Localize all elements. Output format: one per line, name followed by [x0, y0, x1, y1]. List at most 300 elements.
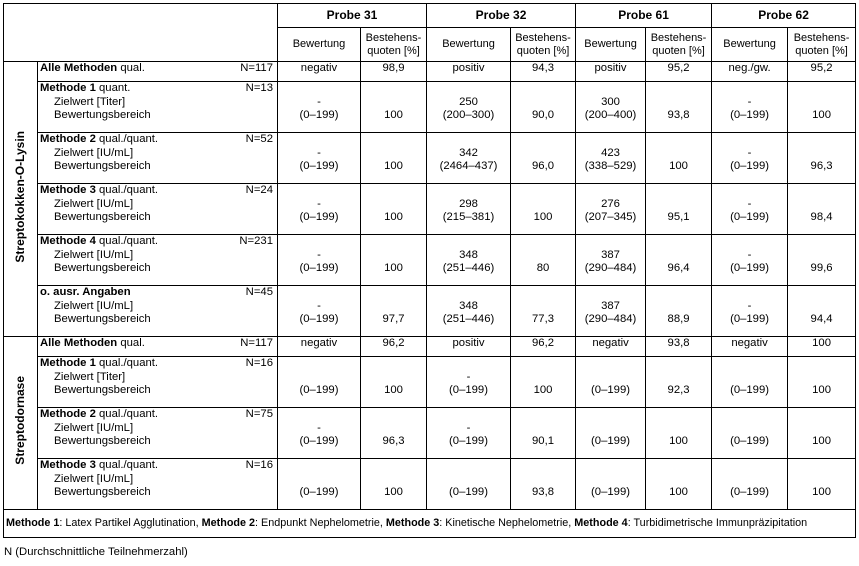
cell-value: [364, 286, 423, 300]
row-sublabel: Zielwert [IU/mL]: [54, 146, 134, 159]
table-row: [4, 357, 856, 408]
cell-value: [281, 133, 357, 147]
row-sublabel: Bewertungsbereich: [54, 109, 151, 121]
quote-cell: [788, 408, 856, 459]
method-name: Methode 1: [40, 82, 96, 94]
bewertung-cell: [712, 133, 788, 184]
cell-value: [649, 147, 708, 161]
cell-value: 88,9: [667, 313, 690, 325]
quote-cell: [511, 286, 576, 337]
participant-count: N=117: [240, 337, 273, 349]
legend-method: Methode 1: [6, 516, 60, 529]
row-sublabel: Zielwert [Titer]: [54, 95, 126, 108]
cell-value: 93,8: [667, 337, 690, 349]
cell-value: (290–484): [584, 262, 637, 274]
cell-value: [791, 371, 852, 385]
group-label-text: Streptodornase: [12, 376, 27, 466]
cell-value: [514, 459, 572, 473]
cell-value: (0–199): [591, 486, 630, 498]
cell-value: [430, 459, 507, 473]
bewertung-cell: [427, 357, 511, 408]
row-sublabel: Zielwert [IU/mL]: [54, 197, 134, 210]
cell-value: 100: [384, 384, 403, 396]
row-sublabel: Bewertungsbereich: [54, 384, 151, 396]
quote-header-line: quoten [%]: [367, 44, 420, 57]
quote-cell: [646, 337, 712, 357]
method-type: qual./quant.: [95, 459, 159, 471]
cell-value: (215–381): [442, 211, 495, 223]
cell-value: -: [747, 299, 752, 312]
cell-value: positiv: [594, 62, 627, 74]
cell-value: [715, 184, 784, 198]
cell-value: [364, 184, 423, 198]
cell-value: 100: [812, 384, 831, 396]
method-type: qual./quant.: [95, 357, 159, 369]
bewertung-cell: [427, 133, 511, 184]
method-type: qual./quant.: [95, 408, 159, 420]
cell-value: negativ: [731, 337, 768, 349]
method-type: quant.: [95, 82, 131, 94]
bewertung-cell: [278, 184, 361, 235]
cell-value: [281, 184, 357, 198]
legend-description: : Latex Partikel Agglutination,: [59, 516, 202, 529]
row-sublabel: Bewertungsbereich: [54, 435, 151, 447]
cell-value: (207–345): [584, 211, 637, 223]
cell-value: [791, 82, 852, 96]
cell-value: [791, 249, 852, 263]
cell-value: negativ: [300, 337, 338, 349]
results-table: [3, 3, 856, 538]
cell-value: 99,6: [810, 262, 833, 274]
cell-value: [649, 357, 708, 371]
quote-cell: [361, 459, 427, 510]
cell-value: -: [317, 146, 321, 159]
quote-cell: [788, 133, 856, 184]
cell-value: [430, 408, 507, 422]
method-cell: [38, 235, 278, 286]
cell-value: 95,2: [810, 62, 833, 74]
method-name: Methode 4: [40, 235, 96, 247]
bewertung-header: Bewertung: [576, 28, 646, 62]
cell-value: 100: [669, 486, 688, 498]
cell-value: 77,3: [532, 313, 555, 325]
cell-value: [791, 147, 852, 161]
row-sublabel: Bewertungsbereich: [54, 262, 151, 274]
cell-value: [579, 473, 642, 487]
method-name: o. ausr. Angaben: [40, 286, 131, 298]
quote-cell: [646, 286, 712, 337]
cell-value: (0–199): [449, 384, 488, 396]
quote-cell: [511, 337, 576, 357]
legend-method: Methode 4: [574, 516, 628, 529]
cell-value: 90,0: [532, 109, 555, 121]
cell-value: [791, 96, 852, 110]
cell-value: [364, 147, 423, 161]
cell-value: (0–199): [299, 262, 339, 274]
quote-cell: [511, 62, 576, 82]
cell-value: -: [317, 421, 321, 434]
method-cell: [38, 408, 278, 459]
cell-value: [364, 408, 423, 422]
legend-method: Methode 3: [385, 516, 440, 529]
cell-value: (0–199): [730, 211, 770, 223]
bewertung-cell: [427, 337, 511, 357]
bewertung-cell: [576, 357, 646, 408]
cell-value: [364, 235, 423, 249]
table-row: [4, 408, 856, 459]
cell-value: -: [747, 197, 752, 210]
quote-cell: [511, 184, 576, 235]
quote-cell: [361, 133, 427, 184]
cell-value: (251–446): [442, 262, 495, 274]
cell-value: [579, 133, 642, 147]
bewertung-cell: [712, 337, 788, 357]
cell-value: [715, 82, 784, 96]
cell-value: 80: [536, 262, 550, 274]
cell-value: (0–199): [299, 384, 339, 396]
cell-value: (0–199): [730, 262, 770, 274]
bewertung-cell: [427, 408, 511, 459]
table-row: [4, 133, 856, 184]
cell-value: [715, 286, 784, 300]
quote-cell: [788, 235, 856, 286]
cell-value: (2464–437): [439, 160, 498, 172]
quote-cell: [646, 408, 712, 459]
row-sublabel: Zielwert [IU/mL]: [54, 248, 134, 261]
cell-value: [514, 198, 572, 212]
legend-description: : Endpunkt Nephelometrie,: [255, 516, 386, 529]
bewertung-header: Bewertung: [427, 28, 511, 62]
bewertung-cell: [576, 235, 646, 286]
cell-value: 98,9: [382, 62, 405, 74]
cell-value: -: [317, 197, 321, 210]
cell-value: -: [317, 248, 321, 261]
cell-value: [791, 473, 852, 487]
quote-header-line: Bestehens-: [365, 32, 422, 44]
bewertung-cell: [576, 82, 646, 133]
cell-value: 300: [601, 95, 620, 108]
cell-value: [579, 82, 642, 96]
quote-cell: [788, 357, 856, 408]
cell-value: negativ: [300, 62, 338, 74]
cell-value: 100: [812, 337, 831, 349]
cell-value: [791, 286, 852, 300]
cell-value: 94,3: [532, 62, 555, 74]
cell-value: neg./gw.: [728, 62, 771, 74]
bewertung-cell: [278, 82, 361, 133]
method-cell: [38, 82, 278, 133]
quote-cell: [361, 408, 427, 459]
bewertung-header: Bewertung: [278, 28, 361, 62]
bewertung-cell: [576, 62, 646, 82]
cell-value: (290–484): [584, 313, 637, 325]
cell-value: [281, 286, 357, 300]
cell-value: [430, 357, 507, 371]
cell-value: 98,4: [810, 211, 833, 223]
bewertung-cell: [278, 357, 361, 408]
cell-value: [715, 473, 784, 487]
cell-value: [791, 235, 852, 249]
cell-value: [281, 357, 357, 371]
table-row: [4, 184, 856, 235]
cell-value: (0–199): [299, 211, 339, 223]
quote-cell: [361, 286, 427, 337]
cell-value: positiv: [452, 337, 485, 349]
cell-value: 100: [812, 435, 831, 447]
cell-value: [514, 184, 572, 198]
table-row: [4, 62, 856, 82]
cell-value: [430, 473, 507, 487]
bewertung-cell: [278, 133, 361, 184]
cell-value: -: [317, 299, 321, 312]
cell-value: (0–199): [591, 384, 630, 396]
method-name: Methode 2: [40, 133, 96, 145]
cell-value: [430, 286, 507, 300]
cell-value: [649, 82, 708, 96]
bewertung-header: Bewertung: [712, 28, 788, 62]
cell-value: [715, 422, 784, 436]
cell-value: 90,1: [532, 435, 555, 447]
cell-value: 96,0: [532, 160, 555, 172]
cell-value: positiv: [452, 62, 485, 74]
cell-value: 92,3: [667, 384, 690, 396]
cell-value: (200–300): [442, 109, 495, 121]
quote-cell: [511, 408, 576, 459]
cell-value: -: [466, 421, 471, 434]
cell-value: 250: [459, 95, 478, 108]
participant-count: N=52: [245, 133, 273, 145]
cell-value: 100: [669, 435, 688, 447]
cell-value: [791, 408, 852, 422]
cell-value: (0–199): [449, 486, 488, 498]
cell-value: [364, 133, 423, 147]
quote-cell: [646, 133, 712, 184]
cell-value: [364, 357, 423, 371]
bewertung-cell: [576, 459, 646, 510]
cell-value: 423: [601, 146, 620, 159]
quote-cell: [788, 184, 856, 235]
row-sublabel: Zielwert [Titer]: [54, 370, 126, 383]
bewertung-cell: [712, 235, 788, 286]
quote-cell: [511, 82, 576, 133]
cell-value: (0–199): [591, 435, 630, 447]
cell-value: [715, 459, 784, 473]
cell-value: 298: [459, 197, 478, 210]
cell-value: [514, 473, 572, 487]
table-row: [4, 82, 856, 133]
cell-value: [514, 235, 572, 249]
probe-header: Probe 62: [712, 4, 856, 28]
method-cell: [38, 337, 278, 357]
table-row: [4, 286, 856, 337]
cell-value: [649, 473, 708, 487]
quote-header: [788, 28, 856, 62]
method-cell: [38, 357, 278, 408]
cell-value: [791, 422, 852, 436]
quote-header-line: Bestehens-: [515, 32, 571, 44]
quote-header: [361, 28, 427, 62]
quote-header-line: Bestehens-: [650, 32, 707, 44]
quote-header-line: quoten [%]: [652, 44, 705, 57]
cell-value: -: [747, 95, 752, 108]
cell-value: 94,4: [810, 313, 833, 325]
cell-value: [281, 82, 357, 96]
cell-value: [649, 422, 708, 436]
cell-value: [791, 198, 852, 212]
participant-count: N=24: [245, 184, 273, 196]
quote-cell: [646, 235, 712, 286]
method-name: Methode 3: [40, 459, 96, 471]
cell-value: (251–446): [442, 313, 495, 325]
cell-value: [364, 371, 423, 385]
cell-value: (0–199): [299, 160, 339, 172]
cell-value: 100: [384, 262, 403, 274]
row-sublabel: Zielwert [IU/mL]: [54, 421, 134, 434]
cell-value: [791, 459, 852, 473]
participant-count: N=231: [239, 235, 273, 247]
cell-value: [514, 422, 572, 436]
table-row: [4, 337, 856, 357]
row-sublabel: Zielwert [IU/mL]: [54, 472, 134, 485]
quote-cell: [361, 184, 427, 235]
cell-value: 93,8: [667, 109, 690, 121]
cell-value: [514, 300, 572, 314]
cell-value: (0–199): [730, 384, 770, 396]
group-label: [4, 337, 38, 510]
row-sublabel: Zielwert [IU/mL]: [54, 299, 134, 312]
cell-value: (0–199): [730, 160, 770, 172]
cell-value: negativ: [592, 337, 629, 349]
cell-value: 100: [384, 109, 403, 121]
cell-value: [579, 408, 642, 422]
cell-value: [514, 408, 572, 422]
cell-value: 96,2: [382, 337, 405, 349]
quote-header-line: Bestehens-: [793, 32, 850, 44]
cell-value: [364, 300, 423, 314]
cell-value: [364, 82, 423, 96]
cell-value: 100: [533, 384, 553, 396]
cell-value: [514, 286, 572, 300]
bewertung-cell: [712, 184, 788, 235]
cell-value: [281, 371, 357, 385]
cell-value: 97,7: [382, 313, 405, 325]
bewertung-cell: [712, 82, 788, 133]
bewertung-cell: [427, 235, 511, 286]
bewertung-cell: [576, 184, 646, 235]
footnote: N (Durchschnittliche Teilnehmerzahl): [4, 546, 188, 558]
cell-value: [649, 408, 708, 422]
quote-cell: [788, 286, 856, 337]
probe-header: Probe 61: [576, 4, 712, 28]
cell-value: [579, 286, 642, 300]
cell-value: (0–199): [730, 435, 770, 447]
cell-value: (0–199): [299, 435, 339, 447]
participant-count: N=45: [245, 286, 273, 298]
method-cell: [38, 286, 278, 337]
cell-value: [281, 473, 357, 487]
bewertung-cell: [278, 235, 361, 286]
cell-value: [791, 357, 852, 371]
cell-value: [514, 249, 572, 263]
quote-header: [511, 28, 576, 62]
cell-value: -: [466, 370, 471, 383]
participant-count: N=117: [240, 62, 273, 74]
cell-value: (200–400): [584, 109, 637, 121]
method-type: qual./quant.: [95, 235, 159, 247]
quote-header: [646, 28, 712, 62]
participant-count: N=16: [245, 357, 273, 369]
bewertung-cell: [427, 62, 511, 82]
method-name: Methode 3: [40, 184, 96, 196]
participant-count: N=13: [245, 82, 273, 94]
legend-description: : Turbidimetrische Immunpräzipitation: [627, 516, 808, 529]
cell-value: [430, 82, 507, 96]
table-row: [4, 235, 856, 286]
bewertung-cell: [712, 459, 788, 510]
bewertung-cell: [712, 357, 788, 408]
cell-value: [514, 357, 572, 371]
method-type: qual./quant.: [95, 184, 159, 196]
cell-value: -: [747, 248, 752, 261]
bewertung-cell: [278, 337, 361, 357]
cell-value: [430, 133, 507, 147]
method-cell: [38, 62, 278, 82]
cell-value: 100: [669, 160, 688, 172]
cell-value: 348: [459, 299, 478, 312]
bewertung-cell: [712, 286, 788, 337]
cell-value: [791, 184, 852, 198]
cell-value: [579, 184, 642, 198]
cell-value: (0–199): [449, 435, 488, 447]
cell-value: [364, 96, 423, 110]
cell-value: 100: [384, 160, 403, 172]
cell-value: [715, 357, 784, 371]
quote-cell: [361, 82, 427, 133]
cell-value: 387: [601, 248, 620, 261]
bewertung-cell: [576, 286, 646, 337]
participant-count: N=75: [245, 408, 273, 420]
quote-cell: [361, 357, 427, 408]
cell-value: [715, 408, 784, 422]
cell-value: [281, 459, 357, 473]
cell-value: 95,1: [667, 211, 690, 223]
cell-value: [649, 235, 708, 249]
cell-value: [514, 371, 572, 385]
bewertung-cell: [576, 133, 646, 184]
bewertung-cell: [576, 408, 646, 459]
cell-value: [791, 300, 852, 314]
cell-value: [364, 198, 423, 212]
cell-value: [715, 235, 784, 249]
cell-value: 100: [384, 486, 403, 498]
cell-value: [514, 147, 572, 161]
cell-value: 100: [533, 211, 553, 223]
cell-value: 100: [812, 486, 831, 498]
cell-value: 387: [601, 299, 620, 312]
method-name: Alle Methoden: [40, 337, 118, 349]
cell-value: 100: [384, 211, 403, 223]
group-label: [4, 62, 38, 337]
cell-value: (0–199): [730, 109, 770, 121]
row-sublabel: Bewertungsbereich: [54, 313, 151, 325]
bewertung-cell: [427, 286, 511, 337]
bewertung-cell: [278, 408, 361, 459]
row-sublabel: Bewertungsbereich: [54, 486, 151, 498]
method-cell: [38, 184, 278, 235]
cell-value: [649, 198, 708, 212]
cell-value: [364, 473, 423, 487]
cell-value: [649, 184, 708, 198]
